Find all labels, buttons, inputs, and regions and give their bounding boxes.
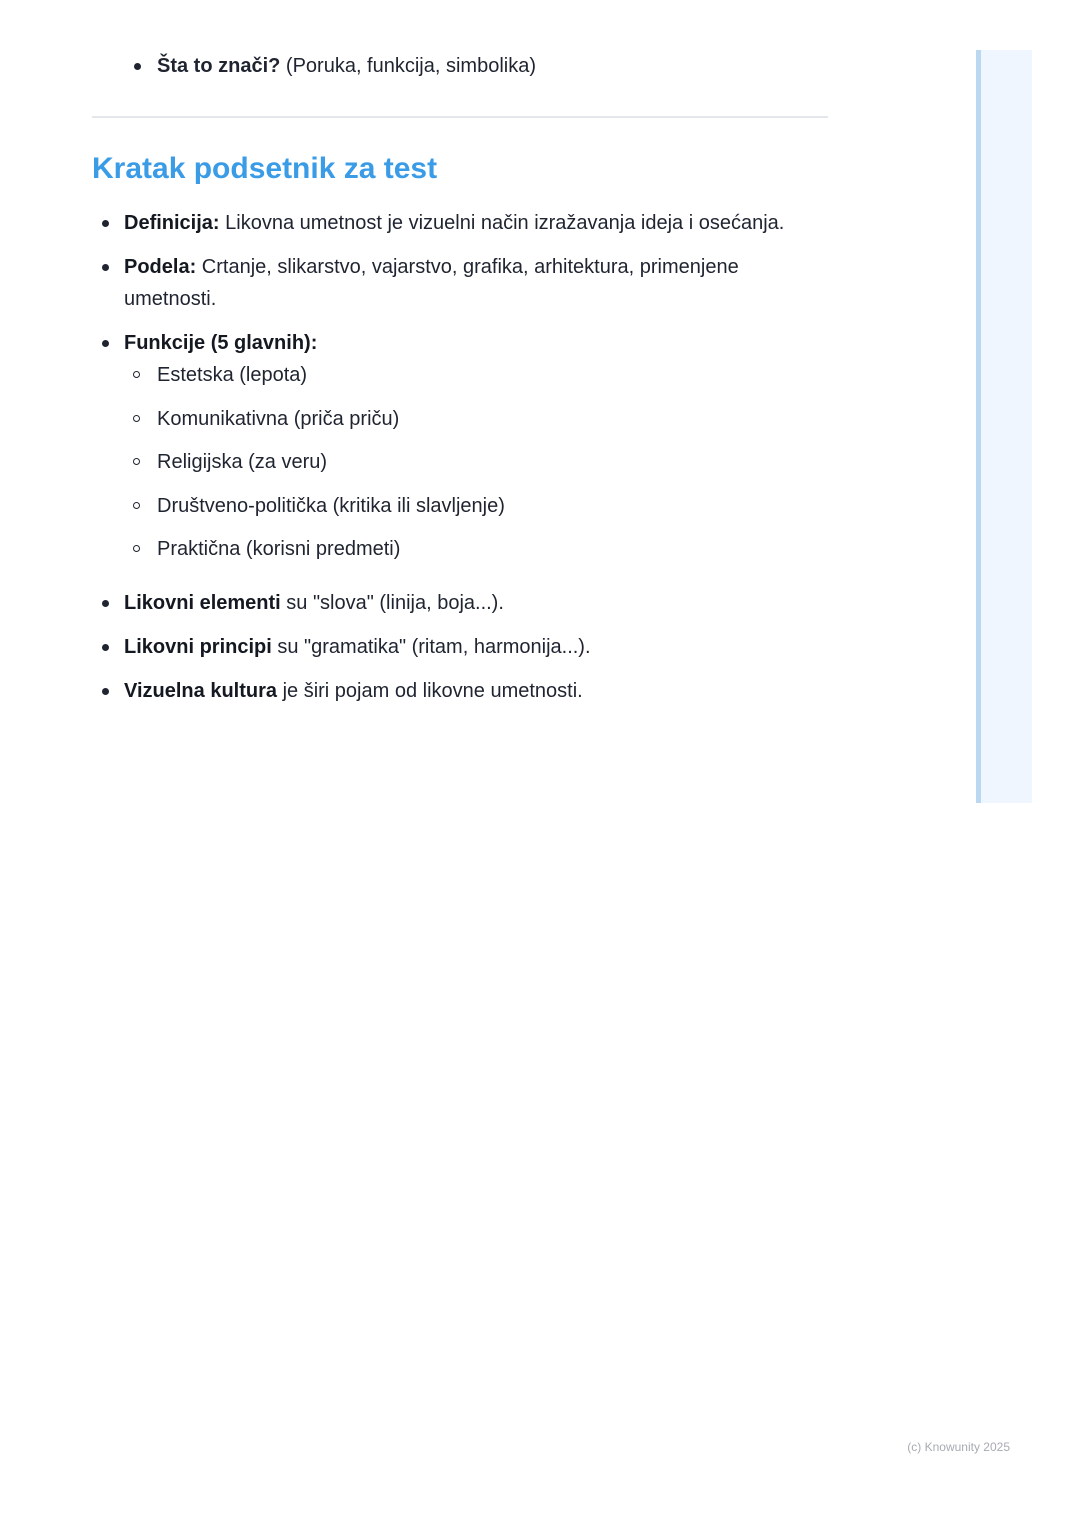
item-bold-label: Likovni principi <box>124 636 272 658</box>
section-title: Kratak podsetnik za test <box>92 152 438 185</box>
item-text: su "gramatika" (ritam, harmonija...). <box>271 636 591 658</box>
summary-list <box>92 207 828 719</box>
list-item-visual-culture <box>92 675 828 707</box>
item-bold-label: Likovni elementi <box>124 592 281 614</box>
item-text: (Poruka, funkcija, simbolika) <box>280 55 537 77</box>
item-bold-label: Funkcije (5 glavnih): <box>124 332 318 354</box>
sublist-item: Komunikativna (priča priču) <box>124 403 828 435</box>
section-divider <box>92 116 828 118</box>
list-item-functions <box>92 327 828 565</box>
list-item-definition <box>92 207 828 239</box>
side-note-panel <box>976 50 1032 803</box>
sublist-item: Praktična (korisni predmeti) <box>124 533 828 565</box>
sublist-item: Estetska (lepota) <box>124 359 828 391</box>
copyright-footer: (c) Knowunity 2025 <box>907 1440 1010 1454</box>
item-text: su "slova" (linija, boja...). <box>280 592 504 614</box>
list-item-elements <box>92 587 828 619</box>
item-text: Crtanje, slikarstvo, vajarstvo, grafika, arhitektura, primenjene umetnosti. <box>124 256 739 310</box>
item-bold-label: Vizuelna kultura <box>124 680 278 702</box>
item-bold-label: Definicija: <box>124 212 220 234</box>
functions-sublist <box>124 359 828 565</box>
item-text: je širi pojam od likovne umetnosti. <box>277 680 583 702</box>
list-item-principles <box>92 631 828 663</box>
item-bold-label: Šta to znači? <box>157 55 281 77</box>
sublist-item: Religijska (za veru) <box>124 446 828 478</box>
sublist-item: Društveno-politička (kritika ili slavljenje) <box>124 490 828 522</box>
item-bold-label: Podela: <box>124 256 197 278</box>
list-item <box>128 50 828 82</box>
top-bullet-list <box>128 50 828 82</box>
list-item-division <box>92 251 828 315</box>
item-text: Likovna umetnost je vizuelni način izražavanja ideja i osećanja. <box>219 212 785 234</box>
